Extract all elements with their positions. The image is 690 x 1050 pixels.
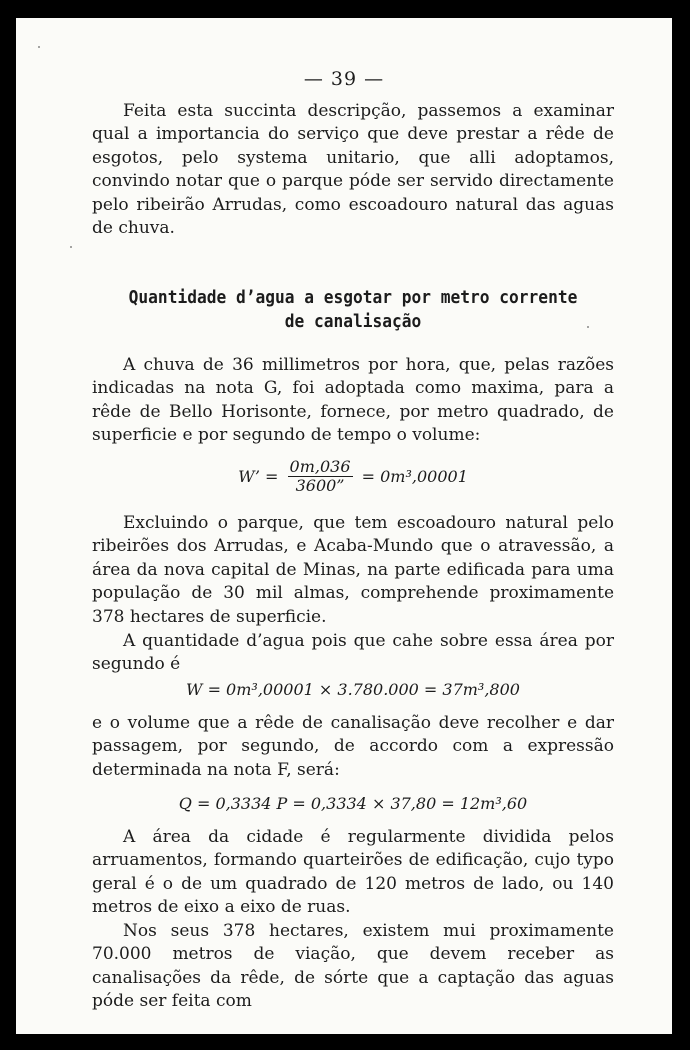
formula-total-water: W = 0m³,00001 × 3.780.000 = 37m³,800: [186, 680, 520, 699]
formula-rain-numerator: 0m,036: [289, 457, 351, 476]
section-heading-line2: de canalisação: [284, 311, 422, 332]
formula-rain-fraction: [288, 458, 353, 495]
formula-network-flow: Q = 0,3334 P = 0,3334 × 37,80 = 12m³,60: [178, 794, 528, 813]
paragraph-city-area: Excluindo o parque, que tem escoadouro natural pelo ribeirões dos Arrudas, e Acaba-Mundo que o atravessão, a área da nova capital de Minas, na parte edificada para uma população de 30 mil almas, comprehende proximamente 378 hectares de superficie.: [92, 513, 614, 627]
book-page: [16, 18, 672, 1034]
section-heading: [118, 286, 588, 334]
formula-rain-denominator: 3600”: [295, 476, 345, 495]
paragraph-roads: Nos seus 378 hectares, existem mui proximamente 70.000 metros de viação, que devem receber as canalisações da rêde, de sórte que a captação das aguas póde ser feita com: [92, 921, 614, 1012]
paragraph-network-volume: e o volume que a rêde de canalisação deve recolher e dar passagem, por segundo, de accordo com a expressão determinada na nota F, será:: [92, 713, 614, 780]
paragraph-intro: Feita esta succinta descripção, passemos a examinar qual a importancia do serviço que deve prestar a rêde de esgotos, pelo systema unitario, que alli adoptamos, convindo notar que o parque póde ser servido directamente pelo ribeirão Arrudas, como escoadouro natural das aguas de chuva.: [92, 101, 614, 239]
paragraph-rainfall: A chuva de 36 millimetros por hora, que, pelas razões indicadas na nota G, foi adoptada como maxima, para a rêde de Bello Horisonte, fornece, por metro quadrado, de superficie e por segundo de tempo o volume:: [92, 355, 614, 446]
paragraph-water-quantity: A quantidade d’agua pois que cahe sobre essa área por segundo é: [92, 631, 614, 675]
paper-speck: [587, 326, 589, 328]
formula-rain-lhs: W’ =: [238, 467, 279, 486]
page-number-header: — 39 —: [303, 68, 385, 90]
paper-speck: [38, 46, 40, 48]
formula-rain-rhs: = 0m³,00001: [361, 467, 468, 486]
paper-speck: [70, 246, 72, 248]
section-heading-line1: Quantidade d’agua a esgotar por metro corrente: [128, 287, 578, 308]
formula-rain-volume: [92, 458, 614, 495]
paragraph-blocks: A área da cidade é regularmente dividida pelos arruamentos, formando quarteirões de edificação, cujo typo geral é o de um quadrado de 120 metros de lado, ou 140 metros de eixo a eixo de ruas.: [92, 827, 614, 918]
